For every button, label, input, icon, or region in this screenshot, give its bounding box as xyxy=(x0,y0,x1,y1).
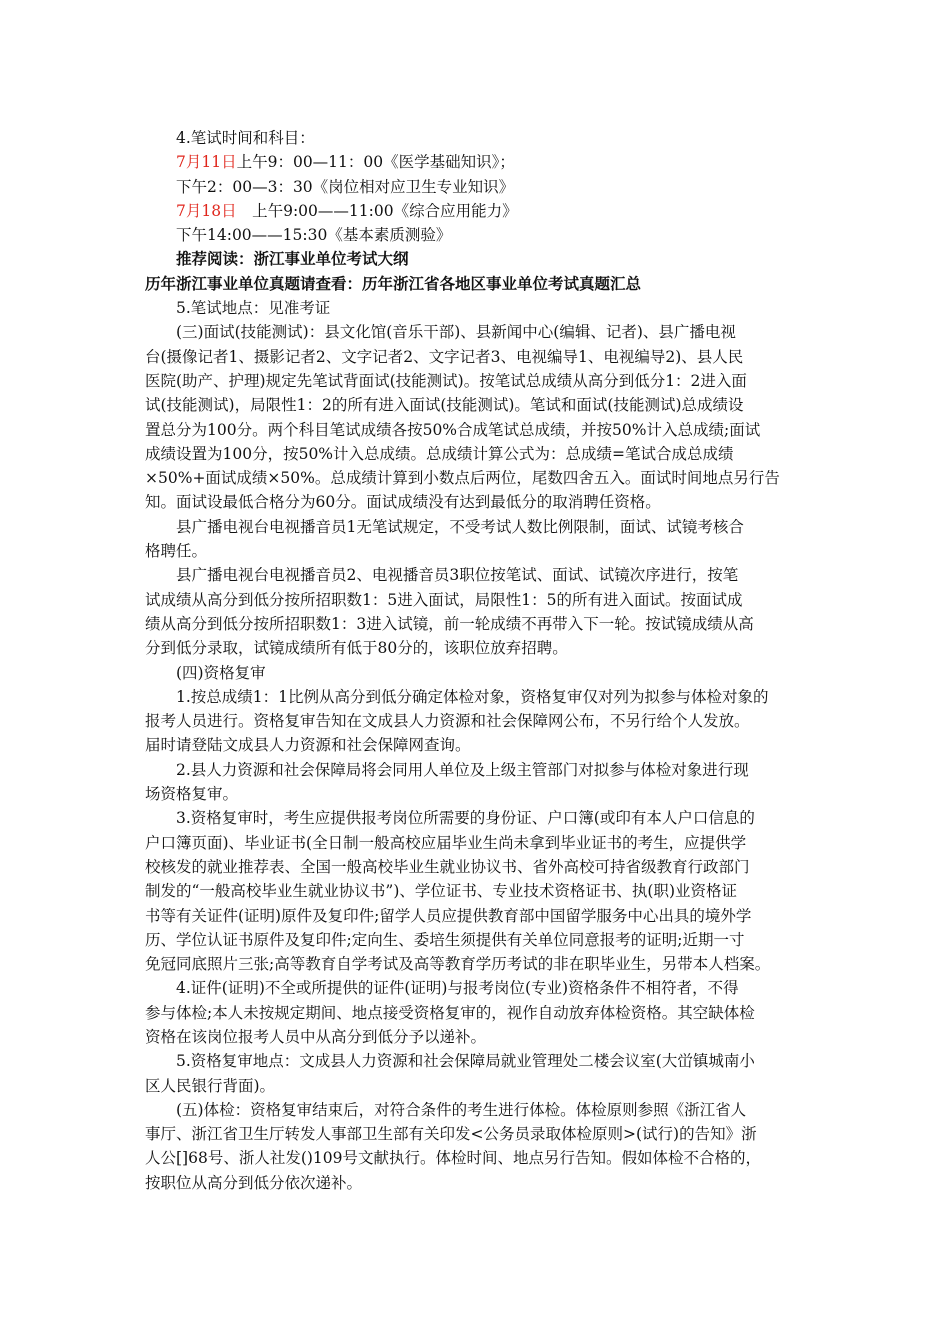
exam-day1-afternoon: 下午2：00—3：30《岗位相对应卫生专业知识》 xyxy=(176,177,515,196)
text-line: 分到低分录取，试镜成绩所有低于80分的，该职位放弃招聘。 xyxy=(145,639,568,658)
text-line: 户口簿页面)、毕业证书(全日制一般高校应届毕业生尚未拿到毕业证书的考生，应提供学 xyxy=(145,833,747,852)
text-line: 试(技能测试)，局限性1：2的所有进入面试(技能测试)。笔试和面试(技能测试)总成绩设 xyxy=(145,396,744,415)
recommend-prefix: 推荐阅读： xyxy=(176,249,254,269)
review-item-2 xyxy=(145,758,810,807)
announcer1-paragraph xyxy=(145,515,810,564)
exam-day2-line xyxy=(145,199,810,223)
exam-location: 5.笔试地点：见准考证 xyxy=(176,299,331,318)
text-line: 台(摄像记者1、摄影记者2、文字记者2、文字记者3、电视编导1、电视编导2)、县人民 xyxy=(145,347,744,366)
text-line: 知。面试设最低合格分为60分。面试成绩没有达到最低分的取消聘任资格。 xyxy=(145,493,661,512)
text-line: (五)体检：资格复审结束后，对符合条件的考生进行体检。体检原则参照《浙江省人 xyxy=(176,1100,747,1119)
text-line: 3.资格复审时，考生应提供报考岗位所需要的身份证、户口簿(或印有本人户口信息的 xyxy=(176,809,755,828)
text-line: 区人民银行背面)。 xyxy=(145,1076,276,1095)
text-line: 人公[]68号、浙人社发()109号文献执行。体检时间、地点另行告知。假如体检不合格的， xyxy=(145,1149,761,1168)
review-item-4 xyxy=(145,976,810,1049)
text-line: 成绩设置为100分，按50%计入总成绩。总成绩计算公式为：总成绩=笔试合成总成绩 xyxy=(145,444,734,463)
document-body xyxy=(145,126,810,1195)
text-line: (三)面试(技能测试)：县文化馆(音乐干部)、县新闻中心(编辑、记者)、县广播电视 xyxy=(176,323,736,342)
past-papers-prefix: 历年浙江事业单位真题请查看： xyxy=(145,273,363,293)
exam-day2-morning: 上午9:00——11:00《综合应用能力》 xyxy=(236,201,518,220)
exam-schedule-heading: 4.笔试时间和科目： xyxy=(176,129,315,147)
exam-day2-afternoon: 下午14:00——15:30《基本素质测验》 xyxy=(176,226,452,245)
text-line: 届时请登陆文成县人力资源和社会保障网查询。 xyxy=(145,736,471,755)
text-line: 历、学位认证书原件及复印件;定向生、委培生须提供有关单位同意报考的证明;近期一寸 xyxy=(145,930,745,949)
text-line: 校核发的就业推荐表、全国一般高校毕业生就业协议书、省外高校可持省级教育行政部门 xyxy=(145,857,750,876)
recommend-line xyxy=(145,247,810,271)
text-line: 1.按总成绩1：1比例从高分到低分确定体检对象，资格复审仅对列为拟参与体检对象的 xyxy=(176,687,769,706)
review-heading: (四)资格复审 xyxy=(176,663,266,682)
text-line: 绩从高分到低分按所招职数1：3进入试镜，前一轮成绩不再带入下一轮。按试镜成绩从高 xyxy=(145,614,754,633)
text-line: 县广播电视台电视播音员1无笔试规定，不受考试人数比例限制，面试、试镜考核合 xyxy=(176,517,744,536)
text-line: 5.资格复审地点：文成县人力资源和社会保障局就业管理处二楼会议室(大峃镇城南小 xyxy=(176,1052,755,1071)
text-line: 场资格复审。 xyxy=(145,785,239,804)
text-line: 按职位从高分到低分依次递补。 xyxy=(145,1173,363,1192)
text-line: 医院(助产、护理)规定先笔试背面试(技能测试)。按笔试总成绩从高分到低分1：2进入面 xyxy=(145,371,747,390)
text-line: 格聘任。 xyxy=(145,542,208,561)
physical-exam-paragraph xyxy=(145,1098,810,1195)
text-line: 县广播电视台电视播音员2、电视播音员3职位按笔试、面试、试镜次序进行，按笔 xyxy=(176,566,739,585)
text-line: 2.县人力资源和社会保障局将会同用人单位及上级主管部门对拟参与体检对象进行现 xyxy=(176,760,749,779)
text-line: 制发的“一般高校毕业生就业协议书”)、学位证书、专业技术资格证书、执(职)业资格证 xyxy=(145,882,737,901)
exam-day2-date: 7月18日 xyxy=(176,201,237,220)
text-line: 参与体检;本人未按规定期间、地点接受资格复审的，视作自动放弃体检资格。其空缺体检 xyxy=(145,1003,755,1022)
announcer23-paragraph xyxy=(145,563,810,660)
review-item-1 xyxy=(145,685,810,758)
text-line: 书等有关证件(证明)原件及复印件;留学人员应提供教育部中国留学服务中心出具的境外学 xyxy=(145,906,752,925)
text-line: 报考人员进行。资格复审告知在文成县人力资源和社会保障网公布，不另行给个人发放。 xyxy=(145,712,750,731)
past-papers-line xyxy=(145,272,810,296)
text-line: 事厅、浙江省卫生厅转发人事部卫生部有关印发<公务员录取体检原则>(试行)的告知》浙 xyxy=(145,1125,757,1144)
text-line: 置总分为100分。两个科目笔试成绩各按50%合成笔试总成绩，并按50%计入总成绩;面试 xyxy=(145,420,761,439)
past-papers-link[interactable]: 历年浙江省各地区事业单位考试真题汇总 xyxy=(362,273,642,293)
text-line: 资格在该岗位报考人员中从高分到低分予以递补。 xyxy=(145,1027,487,1046)
text-line: 4.证件(证明)不全或所提供的证件(证明)与报考岗位(专业)资格条件不相符者，不得 xyxy=(176,979,739,998)
exam-day1-morning: 上午9：00—11：00《医学基础知识》； xyxy=(236,153,515,172)
text-line: 试成绩从高分到低分按所招职数1：5进入面试，局限性1：5的所有进入面试。按面试成 xyxy=(145,590,743,609)
review-item-3 xyxy=(145,806,810,976)
text-line: 免冠同底照片三张;高等教育自学考试及高等教育学历考试的非在职毕业生，另带本人档案。 xyxy=(145,955,771,974)
review-item-5 xyxy=(145,1049,810,1098)
exam-day1-date: 7月11日 xyxy=(176,153,237,172)
exam-outline-link[interactable]: 浙江事业单位考试大纲 xyxy=(253,249,409,269)
text-line: ×50%+面试成绩×50%。总成绩计算到小数点后两位，尾数四舍五入。面试时间地点另行告 xyxy=(145,469,780,488)
exam-day1-line xyxy=(145,150,810,174)
interview-paragraph xyxy=(145,320,810,514)
